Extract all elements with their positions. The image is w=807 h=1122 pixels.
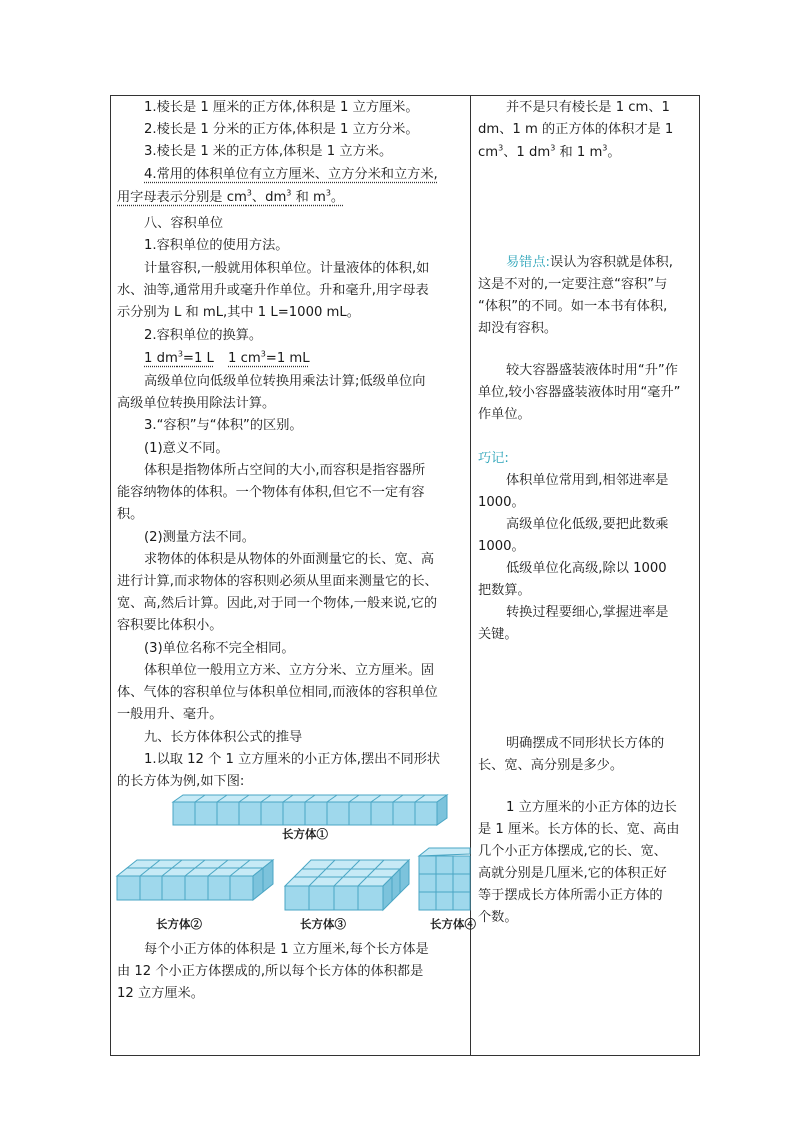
note-cube-5: 等于摆成长方体所需小正方体的 (478, 888, 663, 903)
para-conv-2: 高级单位转换用除法计算。 (117, 396, 276, 411)
para-measure-4: 容积要比体积小。 (117, 618, 223, 633)
memo-2b: 1000。 (478, 539, 525, 554)
para-conclusion-1: 每个小正方体的体积是 1 立方厘米,每个长方体是 (144, 942, 429, 957)
note-cube-3: 几个小正方体摆成,它的长、宽、 (478, 844, 667, 859)
tip-line-1: 易错点:误认为容积就是体积, (506, 255, 673, 270)
para-usage-3: 示分别为 L 和 mL,其中 1 L=1000 mL。 (117, 305, 360, 320)
para-conclusion-3: 12 立方厘米。 (117, 986, 204, 1001)
line-dm: 2.棱长是 1 分米的正方体,体积是 1 立方分米。 (144, 122, 419, 137)
line-cm: 1.棱长是 1 厘米的正方体,体积是 1 立方厘米。 (144, 100, 419, 115)
item-meaning: (1)意义不同。 (144, 441, 229, 456)
para-measure-1: 求物体的体积是从物体的外面测量它的长、宽、高 (144, 552, 435, 567)
note-not-only-2: dm、1 m 的正方体的体积才是 1 (478, 122, 674, 137)
caption-cuboid-2: 长方体② (156, 917, 202, 931)
sub-difference: 3.“容积”与“体积”的区别。 (144, 418, 303, 433)
line-units-letters: 用字母表示分别是 $cm^3$、$dm^3$ 和 $m^3$。 (117, 188, 345, 205)
para-example-2: 的长方体为例,如下图: (117, 774, 245, 789)
para-meaning-3: 积。 (117, 507, 144, 522)
cuboid-3 (285, 860, 409, 910)
cuboid-4 (419, 848, 470, 910)
formula-dm-l: 1 $dm^3=1$ L (144, 349, 214, 366)
para-conclusion-2: 由 12 个小正方体摆成的,所以每个长方体的体积都是 (117, 964, 424, 979)
tip-line-4: 却没有容积。 (478, 321, 558, 336)
note-cube-1: 1 立方厘米的小正方体的边长 (506, 800, 677, 815)
line-units: 4.常用的体积单位有立方厘米、立方分米和立方米, (144, 167, 438, 182)
cuboid-1 (173, 795, 447, 825)
memo-1a: 体积单位常用到,相邻进率是 (506, 473, 669, 488)
cuboid-2 (117, 860, 273, 900)
para-measure-2: 进行计算,而求物体的容积则必须从里面来测量它的长、 (117, 574, 438, 589)
sub-conversion: 2.容积单位的换算。 (144, 328, 263, 343)
note-cube-4: 高就分别是几厘米,它的体积正好 (478, 866, 667, 881)
item-measure: (2)测量方法不同。 (144, 530, 255, 545)
para-conv-1: 高级单位向低级单位转换用乘法计算;低级单位向 (144, 374, 426, 389)
note-liquid-1: 较大容器盛装液体时用“升”作 (506, 363, 678, 378)
sub-usage: 1.容积单位的使用方法。 (144, 238, 289, 253)
memo-label: 巧记: (478, 451, 509, 466)
para-usage-2: 水、油等,通常用升或毫升作单位。升和毫升,用字母表 (117, 283, 429, 298)
para-names-2: 体、气体的容积单位与体积单位相同,而液体的容积单位 (117, 685, 438, 700)
para-names-1: 体积单位一般用立方米、立方分米、立方厘米。固 (144, 663, 435, 678)
note-not-only-1: 并不是只有棱长是 1 cm、1 (506, 100, 670, 115)
para-measure-3: 宽、高,然后计算。因此,对于同一个物体,一般来说,它的 (117, 596, 438, 611)
para-example-1: 1.以取 12 个 1 立方厘米的小正方体,摆出不同形状 (144, 752, 441, 767)
caption-cuboid-1: 长方体① (282, 827, 328, 841)
memo-3a: 低级单位化高级,除以 1000 (506, 561, 667, 576)
note-cube-2: 是 1 厘米。长方体的长、宽、高由 (478, 822, 680, 837)
tip-label: 易错点: (506, 255, 551, 270)
note-shapes-1: 明确摆成不同形状长方体的 (506, 736, 665, 751)
para-meaning-2: 能容纳物体的体积。一个物体有体积,但它不一定有容 (117, 485, 425, 500)
para-meaning-1: 体积是指物体所占空间的大小,而容积是指容器所 (144, 463, 426, 478)
para-names-3: 一般用升、毫升。 (117, 707, 223, 722)
note-liquid-2: 单位,较小容器盛装液体时用“毫升” (478, 385, 681, 400)
note-cube-6: 个数。 (478, 910, 518, 925)
tip-line-2: 这是不对的,一定要注意“容积”与 (478, 277, 668, 292)
column-divider (470, 95, 471, 1056)
memo-4a: 转换过程要细心,掌握进率是 (506, 605, 669, 620)
formula-cm-ml: 1 $cm^3=1$ mL (228, 349, 310, 366)
memo-1b: 1000。 (478, 495, 525, 510)
item-names: (3)单位名称不完全相同。 (144, 641, 295, 656)
memo-2a: 高级单位化低级,要把此数乘 (506, 517, 669, 532)
tip-line-3: “体积”的不同。如一本书有体积, (478, 299, 668, 314)
caption-cuboid-4: 长方体④ (430, 917, 476, 931)
heading-capacity: 八、容积单位 (144, 216, 224, 231)
caption-cuboid-4-clip (430, 914, 476, 934)
caption-cuboid-3: 长方体③ (300, 917, 346, 931)
heading-derivation: 九、长方体体积公式的推导 (144, 730, 303, 745)
note-liquid-3: 作单位。 (478, 407, 531, 422)
memo-3b: 把数算。 (478, 583, 531, 598)
note-shapes-2: 长、宽、高分别是多少。 (478, 758, 624, 773)
line-m: 3.棱长是 1 米的正方体,体积是 1 立方米。 (144, 144, 393, 159)
memo-4b: 关键。 (478, 627, 518, 642)
note-not-only-3: $cm^3$、1 $dm^3$ 和 1 $m^3$。 (478, 143, 621, 160)
para-usage-1: 计量容积,一般就用体积单位。计量液体的体积,如 (144, 261, 430, 276)
